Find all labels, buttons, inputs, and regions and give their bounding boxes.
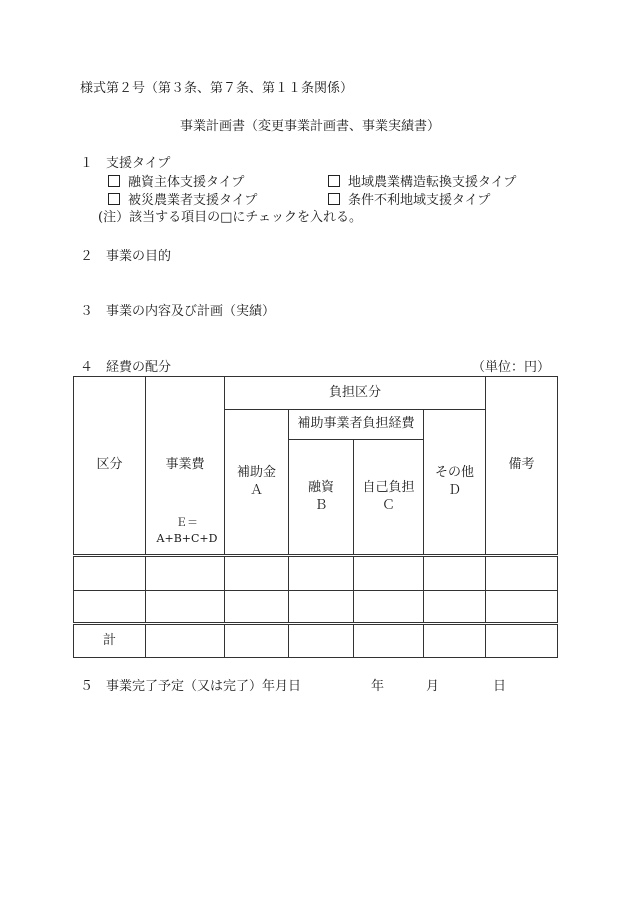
date-year: 年 (371, 679, 385, 694)
option-hisai-nogyosha[interactable] (108, 193, 257, 207)
header-jiko-code: Ｃ (381, 498, 395, 513)
date-day: 日 (493, 679, 507, 694)
section1-note: (注）該当する項目の□にチェックを入れる。 (98, 210, 362, 225)
table-row (74, 591, 558, 624)
header-jiko-futan (354, 440, 424, 556)
section1-heading: １ 支援タイプ (80, 156, 171, 171)
table-cell[interactable] (289, 591, 354, 624)
section2-heading: ２ 事業の目的 (80, 249, 172, 264)
table-cell[interactable] (146, 624, 225, 658)
header-jiko-label: 自己負担 (362, 479, 415, 495)
table-cell[interactable] (424, 591, 486, 624)
option-label: 地域農業構造転換支援タイプ (348, 175, 517, 190)
option-label: 被災農業者支援タイプ (128, 193, 258, 208)
option-label: 融資主体支援タイプ (128, 175, 245, 190)
table-cell[interactable] (486, 556, 558, 591)
header-biko: 備考 (486, 377, 558, 556)
checkbox[interactable] (108, 175, 120, 187)
header-futan-kubun: 負担区分 (225, 377, 486, 410)
header-hojokin-label: 補助金 (236, 464, 276, 480)
header-jigyohi (146, 377, 225, 556)
header-kubun: 区分 (74, 377, 146, 556)
form-number: 様式第２号（第３条、第７条、第１１条関係） (80, 81, 354, 96)
header-hojo-jigyosha-futan: 補助事業者負担経費 (289, 410, 424, 440)
checkbox[interactable] (328, 175, 340, 187)
header-yushi-label: 融資 (307, 479, 334, 495)
document-title: 事業計画書（変更事業計画書、事業実績書） (180, 119, 441, 134)
header-jigyohi-formula: Ｅ＝A+B+C+D (156, 516, 218, 545)
total-row (74, 624, 558, 658)
table-cell[interactable] (289, 624, 354, 658)
table-row (74, 556, 558, 591)
unit-label: （単位：円） (472, 360, 551, 375)
header-sonota-code: Ｄ (448, 483, 462, 498)
table-cell[interactable] (225, 556, 289, 591)
table-cell[interactable] (486, 591, 558, 624)
table-cell[interactable] (74, 591, 146, 624)
section3-heading: ３ 事業の内容及び計画（実績） (80, 304, 276, 319)
total-label: 計 (74, 624, 146, 658)
header-sonota-label: その他 (435, 464, 475, 480)
table-cell[interactable] (354, 624, 424, 658)
header-yushi (289, 440, 354, 556)
table-cell[interactable] (424, 624, 486, 658)
table-cell[interactable] (146, 591, 225, 624)
option-joken-furi[interactable] (328, 193, 490, 207)
section5-heading: ５ 事業完了予定（又は完了）年月日 (80, 679, 302, 694)
option-chiiki-nogyo[interactable] (328, 175, 516, 189)
checkbox[interactable] (108, 193, 120, 205)
expense-allocation-table (73, 376, 558, 658)
checkbox[interactable] (328, 193, 340, 205)
date-month: 月 (426, 679, 440, 694)
table-cell[interactable] (289, 556, 354, 591)
header-hojokin (225, 410, 289, 556)
header-sonota (424, 410, 486, 556)
table-cell[interactable] (486, 624, 558, 658)
header-jigyohi-label: 事業費 (165, 457, 205, 473)
option-yushi-shutai[interactable] (108, 175, 244, 189)
option-label: 条件不利地域支援タイプ (348, 193, 491, 208)
table-cell[interactable] (225, 624, 289, 658)
header-hojokin-code: Ａ (249, 483, 263, 498)
table-cell[interactable] (424, 556, 486, 591)
table-cell[interactable] (354, 591, 424, 624)
header-yushi-code: Ｂ (314, 498, 328, 513)
table-cell[interactable] (354, 556, 424, 591)
table-cell[interactable] (146, 556, 225, 591)
section4-heading: ４ 経費の配分 (80, 360, 172, 375)
table-cell[interactable] (74, 556, 146, 591)
table-cell[interactable] (225, 591, 289, 624)
